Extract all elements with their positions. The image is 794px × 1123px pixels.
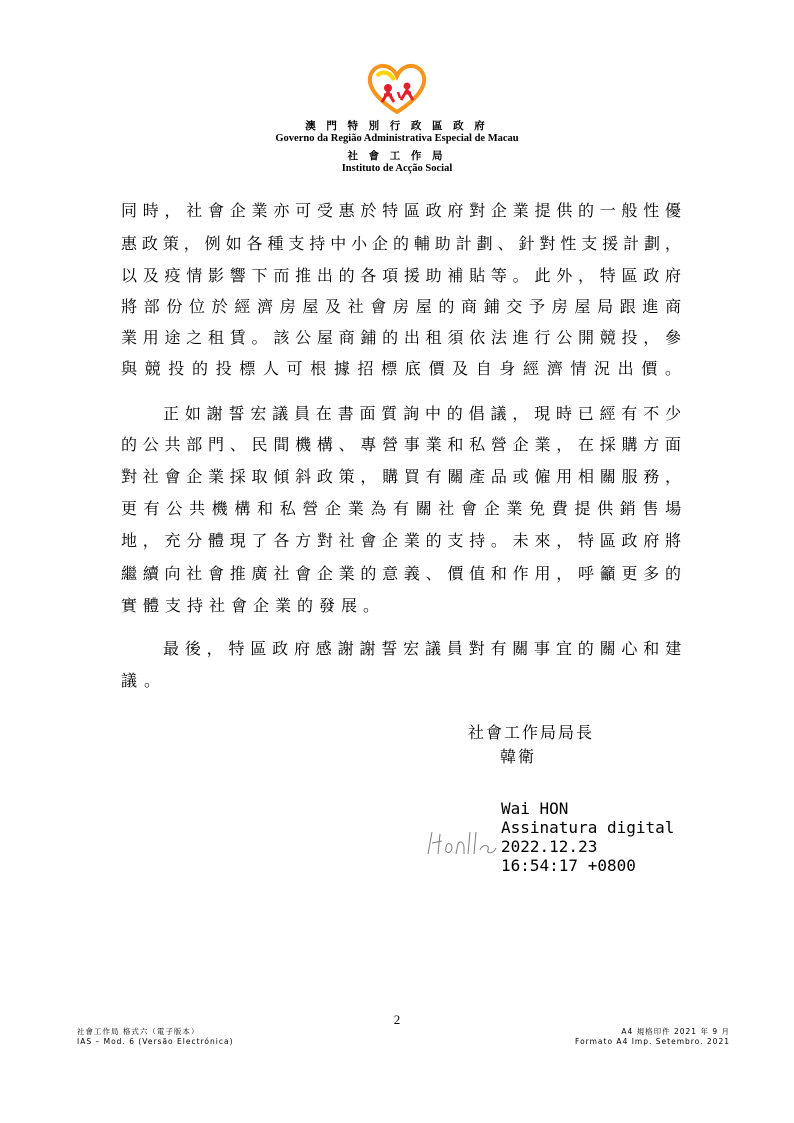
paragraph-line: 正如謝誓宏議員在書面質詢中的倡議，現時已經有不少	[163, 404, 687, 423]
paragraph-line: 對社會企業採取傾斜政策，購買有關產品或僱用相關服務，	[121, 467, 687, 486]
paragraph-line: 實體支持社會企業的發展。	[121, 596, 386, 615]
digital-signature-label: Assinatura digital	[501, 818, 675, 837]
government-name-zh: 澳 門 特 別 行 政 區 政 府	[305, 121, 489, 132]
paragraph-line: 議。	[121, 671, 168, 690]
government-name-pt: Governo da Região Administrativa Especial de Macau	[275, 133, 519, 144]
department-name-zh: 社 會 工 作 局	[347, 151, 447, 162]
paragraph-line: 繼續向社會推廣社會企業的意義、價值和作用，呼籲更多的	[121, 564, 687, 583]
footer-left-zh: 社會工作局 格式六（電子版本）	[77, 1027, 200, 1036]
footer-right-pt: Formato A4 Imp. Setembro. 2021	[575, 1037, 730, 1046]
footer-right-zh: A4 規格印件 2021 年 9 月	[621, 1027, 730, 1036]
department-name-pt: Instituto de Acção Social	[341, 163, 453, 174]
paragraph-line: 地，充分體現了各方對社會企業的支持。未來，特區政府將	[121, 531, 687, 550]
paragraph-line: 同時，社會企業亦可受惠於特區政府對企業提供的一般性優	[121, 201, 687, 220]
paragraph-line: 與競投的投標人可根據招標底價及自身經濟情況出價。	[121, 359, 689, 378]
paragraph-line: 業用途之租賃。該公屋商鋪的出租須依法進行公開競投，參	[121, 328, 687, 347]
footer-left-pt: IAS – Mod. 6 (Versão Electrónica)	[77, 1037, 234, 1046]
paragraph-line: 更有公共機構和私營企業為有關社會企業免費提供銷售場	[121, 499, 688, 518]
digital-signature-name: Wai HON	[501, 799, 569, 818]
page-number: 2	[393, 1012, 401, 1027]
digital-signature-date: 2022.12.23	[501, 837, 598, 856]
paragraph-line: 以及疫情影響下而推出的各項援助補貼等。此外，特區政府	[121, 266, 687, 285]
paragraph-line: 最後，特區政府感謝謝誓宏議員對有關事宜的關心和建	[163, 639, 687, 658]
paragraph-line: 的公共部門、民間機構、專營事業和私營企業，在採購方面	[121, 435, 687, 454]
digital-signature-time: 16:54:17 +0800	[501, 856, 636, 875]
paragraph-line: 惠政策，例如各種支持中小企的輔助計劃、針對性支援計劃，	[121, 234, 686, 253]
handwritten-signature-icon	[424, 828, 498, 858]
signatory-name: 韓衛	[500, 747, 537, 766]
signatory-title: 社會工作局局長	[468, 723, 595, 742]
ias-logo-icon	[364, 62, 430, 116]
paragraph-line: 將部份位於經濟房屋及社會房屋的商鋪交予房屋局跟進商	[121, 297, 688, 316]
